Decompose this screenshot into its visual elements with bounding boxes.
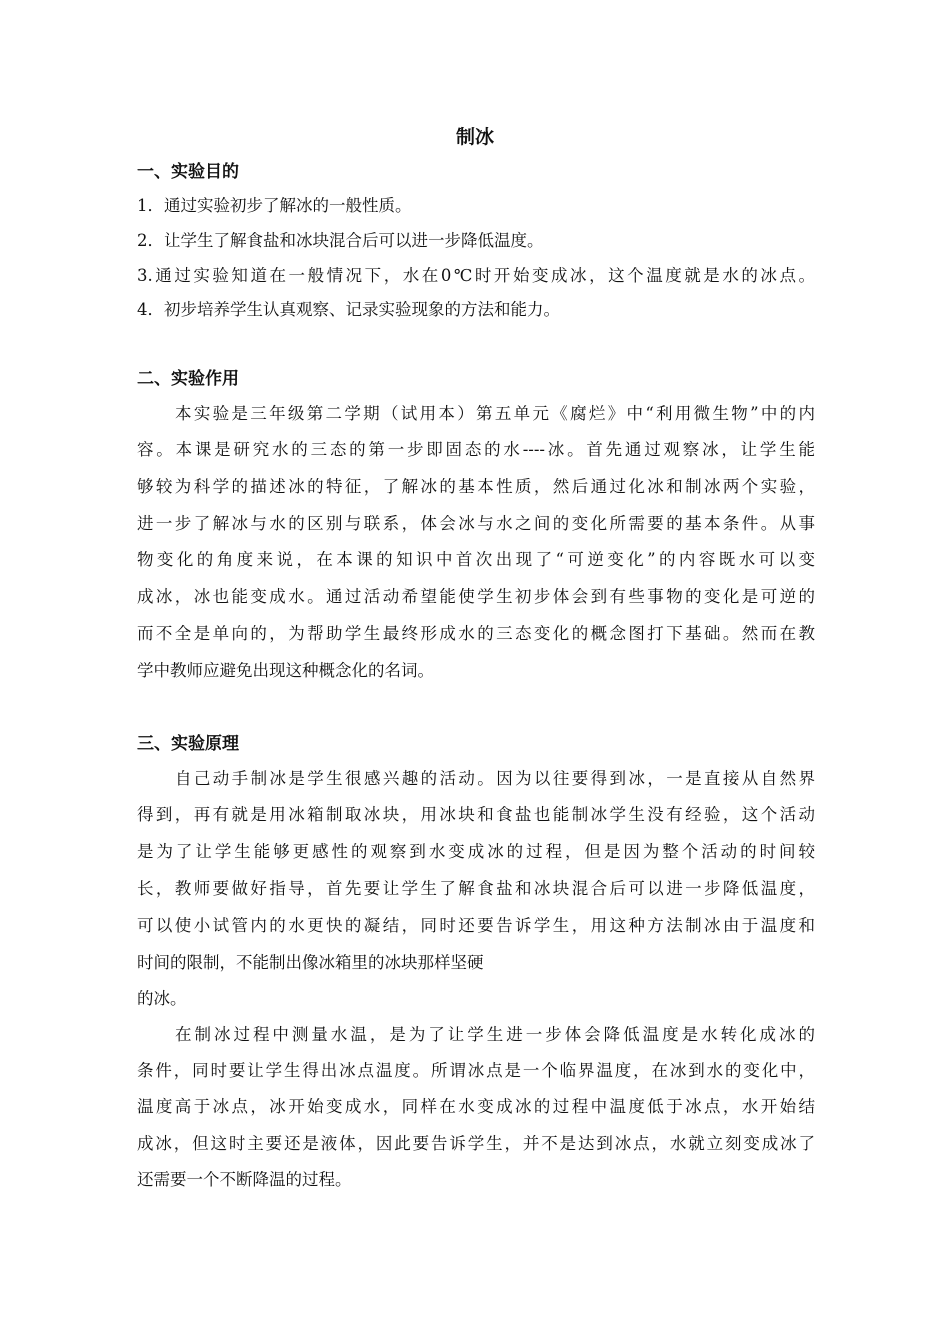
- section-heading-purpose: 一、实验目的: [137, 162, 239, 182]
- role-paragraph-line: 进一步了解冰与水的区别与联系，体会冰与水之间的变化所需要的基本条件。从事: [137, 514, 815, 533]
- role-paragraph-line: 而不全是单向的，为帮助学生最终形成水的三态变化的概念图打下基础。然而在教: [137, 624, 815, 643]
- principle-paragraph-line: 温度高于冰点，冰开始变成水，同样在水变成冰的过程中温度低于冰点，水开始结: [137, 1097, 815, 1116]
- principle-paragraph-line: 长，教师要做好指导，首先要让学生了解食盐和冰块混合后可以进一步降低温度，: [137, 879, 815, 898]
- principle-paragraph-line: 成冰，但这时主要还是液体，因此要告诉学生，并不是达到冰点，水就立刻变成冰了: [137, 1134, 815, 1153]
- purpose-item: 3.通过实验知道在一般情况下，水在0℃时开始变成冰，这个温度就是水的冰点。: [137, 266, 815, 285]
- role-paragraph-line: 够较为科学的描述冰的特征，了解冰的基本性质，然后通过化冰和制冰两个实验，: [137, 477, 815, 496]
- purpose-item: 2．让学生了解食盐和冰块混合后可以进一步降低温度。: [137, 231, 544, 250]
- role-paragraph-line: 容。本课是研究水的三态的第一步即固态的水----冰。首先通过观察冰，让学生能: [137, 440, 815, 459]
- principle-paragraph-line: 在制冰过程中测量水温，是为了让学生进一步体会降低温度是水转化成冰的: [175, 1025, 815, 1044]
- principle-paragraph-line: 条件，同时要让学生得出冰点温度。所谓冰点是一个临界温度，在冰到水的变化中，: [137, 1061, 815, 1080]
- section-heading-role: 二、实验作用: [137, 369, 239, 389]
- purpose-item: 1．通过实验初步了解冰的一般性质。: [137, 196, 412, 215]
- principle-paragraph-line: 是为了让学生能够更感性的观察到水变成冰的过程，但是因为整个活动的时间较: [137, 842, 815, 861]
- principle-paragraph-line: 时间的限制，不能制出像冰箱里的冰块那样坚硬: [137, 953, 484, 972]
- principle-paragraph-line: 得到，再有就是用冰箱制取冰块，用冰块和食盐也能制冰学生没有经验，这个活动: [137, 805, 815, 824]
- purpose-item: 4．初步培养学生认真观察、记录实验现象的方法和能力。: [137, 300, 560, 319]
- principle-paragraph-line: 还需要一个不断降温的过程。: [137, 1170, 352, 1189]
- section-heading-principle: 三、实验原理: [137, 734, 239, 754]
- role-paragraph-line: 学中教师应避免出现这种概念化的名词。: [137, 661, 434, 680]
- role-paragraph-line: 成冰，冰也能变成水。通过活动希望能使学生初步体会到有些事物的变化是可逆的: [137, 587, 815, 606]
- principle-paragraph-line: 可以使小试管内的水更快的凝结，同时还要告诉学生，用这种方法制冰由于温度和: [137, 916, 815, 935]
- document-title: 制冰: [455, 126, 494, 148]
- principle-paragraph-line: 自己动手制冰是学生很感兴趣的活动。因为以往要得到冰，一是直接从自然界: [175, 769, 815, 788]
- role-paragraph-line: 本实验是三年级第二学期（试用本）第五单元《腐烂》中“利用微生物”中的内: [175, 404, 815, 423]
- principle-paragraph-line: 的冰。: [137, 989, 187, 1008]
- role-paragraph-line: 物变化的角度来说，在本课的知识中首次出现了“可逆变化”的内容既水可以变: [137, 550, 815, 569]
